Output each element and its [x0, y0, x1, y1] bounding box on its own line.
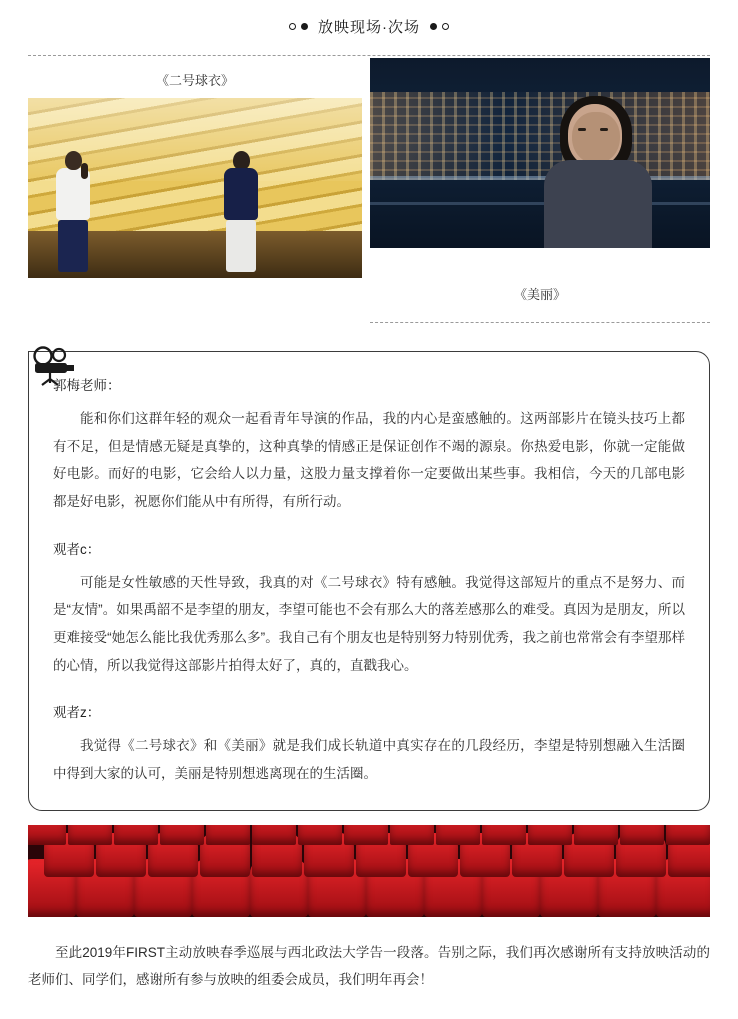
seat — [206, 825, 250, 845]
header-dots-left — [289, 23, 308, 30]
closing-paragraph: 至此2019年FIRST主动放映春季巡展与西北政法大学告一段落。告别之际，我们再次感谢所有支持放映活动的老师们、同学们，感谢所有参与放映的组委会成员，我们明年再会！ — [28, 944, 710, 988]
person-left — [56, 151, 90, 272]
girl-body — [544, 160, 652, 248]
seat — [436, 825, 480, 845]
comment-text: 可能是女性敏感的天性导致，我真的对《二号球衣》特有感触。我觉得这部短片的重点不是努力、而是“友情”。如果禹韶不是李望的朋友，李望可能也不会有那么大的落差感那么的难受。真因为是朋友，所以更难接受“她怎么能比我优秀那么多”。我自己有个朋友也是特别努力特别优秀，我之前也常常会有李望那样的心情，所以我觉得这部影片拍得太好了，真的，直戳我心。 — [53, 574, 685, 673]
divider-right — [370, 322, 710, 323]
left-photo-caption: 《二号球衣》 — [155, 73, 234, 88]
person-right — [224, 151, 258, 272]
bleachers-photo — [28, 98, 362, 278]
seat — [528, 825, 572, 845]
dot-hollow-icon — [289, 23, 296, 30]
comment-text: 我觉得《二号球衣》和《美丽》就是我们成长轨道中真实存在的几段经历，李望是特别想融入生活圈中得到大家的认可，美丽是特别想逃离现在的生活圈。 — [53, 738, 685, 782]
person-legs — [58, 220, 88, 272]
seat — [252, 825, 296, 845]
seat — [666, 825, 710, 845]
seat — [620, 825, 664, 845]
seat — [344, 825, 388, 845]
dot-solid-icon — [301, 23, 308, 30]
comment-text: 能和你们这群年轻的观众一起看青年导演的作品，我的内心是蛮感触的。这两部影片在镜头技巧上都有不足，但是情感无疑是真挚的，这种真挚的情感正是保证创作不竭的源泉。你热爱电影，你就一定能做好电影。而好的电影，它会给人以力量，这股力量支撑着你一定要做出某些事。我相信，今天的几部电影都是好电影，祝愿你们能从中有所得，有所行动。 — [53, 411, 685, 510]
header-dots-right — [430, 23, 449, 30]
girl-face — [572, 112, 620, 164]
seat — [160, 825, 204, 845]
page-title: 放映现场·次场 — [318, 19, 420, 36]
dot-hollow-icon — [442, 23, 449, 30]
girl-eye-right — [600, 128, 608, 131]
comments-section — [28, 351, 710, 811]
speaker-name: 郭梅老师： — [53, 378, 121, 393]
cinema-seats-photo — [28, 825, 710, 917]
seat — [574, 825, 618, 845]
seat — [68, 825, 112, 845]
seat — [114, 825, 158, 845]
comments-box — [28, 351, 710, 811]
dot-solid-icon — [430, 23, 437, 30]
girl-eye-left — [578, 128, 586, 131]
person-head — [65, 151, 82, 170]
seat — [482, 825, 526, 845]
person-torso — [224, 168, 258, 220]
seat — [390, 825, 434, 845]
photo-group — [0, 62, 738, 322]
right-photo-caption: 《美丽》 — [513, 287, 566, 302]
seat — [298, 825, 342, 845]
film-projector-icon — [30, 343, 78, 387]
seat — [28, 825, 66, 845]
night-street-photo — [370, 58, 710, 248]
person-legs — [226, 220, 256, 272]
section-header — [0, 0, 738, 45]
person-ponytail — [81, 163, 88, 179]
divider-top — [28, 55, 710, 56]
speaker-name: 观者c： — [53, 541, 101, 557]
girl-figure — [538, 98, 656, 248]
speaker-name: 观者z： — [53, 705, 101, 721]
